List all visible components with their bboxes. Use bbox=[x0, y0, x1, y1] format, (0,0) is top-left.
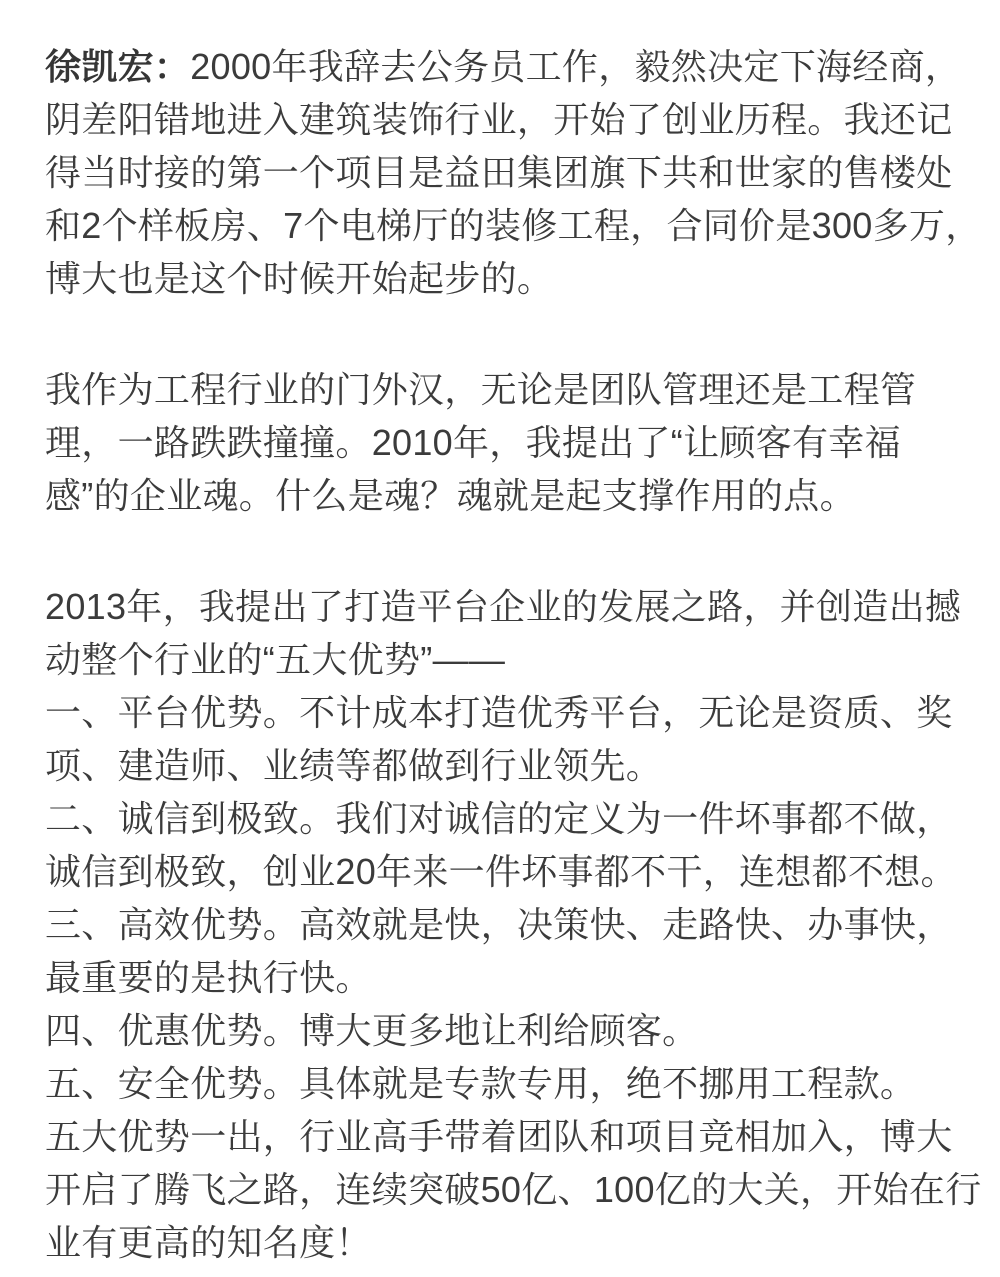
text-line: 诚信到极致，创业20年来一件坏事都不干，连想都不想。 bbox=[45, 851, 957, 892]
text-line: 四、优惠优势。博大更多地让利给顾客。 bbox=[45, 1010, 699, 1051]
interview-article bbox=[45, 40, 982, 1269]
text-line: 最重要的是执行快。 bbox=[45, 957, 372, 998]
text-line: 一、平台优势。不计成本打造优秀平台，无论是资质、奖 bbox=[45, 692, 953, 733]
text-line: 三、高效优势。高效就是快，决策快、走路快、办事快， bbox=[45, 904, 953, 945]
text-line: 开启了腾飞之路，连续突破50亿、100亿的大关，开始在行 bbox=[45, 1169, 982, 1210]
text-line: 我作为工程行业的门外汉，无论是团队管理还是工程管 bbox=[45, 369, 917, 410]
text-line: 得当时接的第一个项目是益田集团旗下共和世家的售楼处 bbox=[45, 152, 953, 193]
text-line: 二、诚信到极致。我们对诚信的定义为一件坏事都不做， bbox=[45, 798, 953, 839]
text-line: 五、安全优势。具体就是专款专用，绝不挪用工程款。 bbox=[45, 1063, 917, 1104]
text-line bbox=[45, 40, 962, 93]
text-line: 项、建造师、业绩等都做到行业领先。 bbox=[45, 745, 663, 786]
text-line: 2013年，我提出了打造平台企业的发展之路，并创造出撼 bbox=[45, 586, 962, 627]
speaker-name: 徐凯宏： bbox=[45, 46, 191, 87]
text-line: 阴差阳错地进入建筑装饰行业，开始了创业历程。我还记 bbox=[45, 99, 953, 140]
text-line: 和2个样板房、7个电梯厅的装修工程，合同价是300多万， bbox=[45, 205, 982, 246]
paragraph-career-start bbox=[45, 40, 982, 305]
paragraph-enterprise-soul bbox=[45, 363, 955, 522]
text-line: 理，一路跌跌撞撞。2010年，我提出了“让顾客有幸福 bbox=[45, 422, 901, 463]
text-line: 动整个行业的“五大优势”—— bbox=[45, 639, 506, 680]
text-line: 感”的企业魂。什么是魂？魂就是起支撑作用的点。 bbox=[45, 475, 856, 516]
text-line: 五大优势一出，行业高手带着团队和项目竞相加入，博大 bbox=[45, 1116, 953, 1157]
text-line: 博大也是这个时候开始起步的。 bbox=[45, 258, 554, 299]
paragraph-five-advantages bbox=[45, 580, 982, 1269]
text-line: 业有更高的知名度！ bbox=[45, 1222, 372, 1263]
text-segment: 2000年我辞去公务员工作，毅然决定下海经商， bbox=[190, 46, 962, 87]
